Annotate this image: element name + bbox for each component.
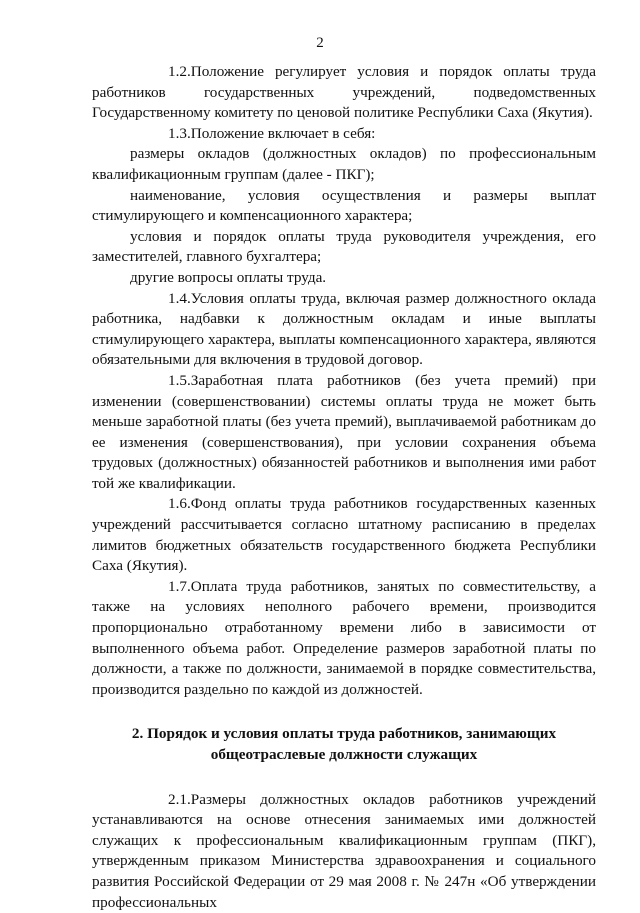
section-2-heading-line-1: 2. Порядок и условия оплаты труда работников, занимающих — [131, 725, 557, 743]
list-item: наименование, условия осуществления и размеры выплат стимулирующего и компенсационного характера; — [92, 186, 596, 225]
paragraph-text: Оплата труда работников, занятых по совместительству, а также на условиях неполного рабочего времени, производится пропорционально отработанному времени либо в зависимости от выполненного объема работ. Определение размеров заработной платы по должности, а также по должности, занимаемой в порядке совместительства, производится раздельно по каждой из должностей. — [92, 577, 596, 698]
paragraph-text: Условия оплаты труда, включая размер должностного оклада работника, надбавки к должностным окладам и иные выплаты стимулирующего характера, выплаты компенсационного характера, являются обязательными для включения в трудовой договор. — [92, 289, 596, 369]
paragraph-text: Заработная плата работников (без учета премий) при изменении (совершенствовании) системы оплаты труда не может быть меньше заработной платы (без учета премий), выплачиваемой работникам до ее изменения (совершенствования), при условии сохранения объема трудовых (должностных) обязанностей работников и выполнения ими работ той же квалификации. — [92, 371, 596, 492]
paragraph-number: 2.1. — [168, 790, 191, 808]
list-item: размеры окладов (должностных окладов) по профессиональным квалификационным группам (далее - ПКГ); — [92, 145, 596, 183]
page-number: 2 — [316, 35, 324, 51]
paragraph-1-5 — [92, 371, 596, 495]
paragraph-text: Размеры должностных окладов работников учреждений устанавливаются на основе отнесения занимаемых ими должностей служащих к профессиональным квалификационным группам (ПКГ), утвержденным приказом Министерства здравоохранения и социального развития Российской Федерации от 29 мая 2008 г. № 247н «Об утверждении профессиональных — [92, 790, 596, 911]
list-item: другие вопросы оплаты труда. — [130, 268, 327, 286]
paragraph-number: 1.2. — [168, 63, 191, 80]
document-body — [92, 62, 596, 913]
paragraph-1-3 — [92, 124, 596, 145]
paragraph-1-7 — [92, 577, 596, 701]
paragraph-1-4 — [92, 289, 596, 371]
list-item: условия и порядок оплаты труда руководителя учреждения, его заместителей, главного бухгалтера; — [92, 227, 596, 266]
section-2-heading-line-2: общеотраслевые должности служащих — [210, 746, 478, 763]
paragraph-text: Положение регулирует условия и порядок оплаты труда работников государственных учреждений, подведомственных Государственному комитету по ценовой политике Республики Саха (Якутия). — [92, 63, 596, 122]
paragraph-number: 1.6. — [168, 495, 191, 513]
paragraph-number: 1.3. — [168, 124, 191, 142]
paragraph-number: 1.5. — [168, 371, 191, 389]
paragraph-number: 1.4. — [168, 289, 191, 307]
paragraph-1-2 — [92, 62, 596, 124]
paragraph-1-6 — [92, 494, 596, 576]
section-2-heading — [92, 724, 596, 765]
paragraph-number: 1.7. — [168, 577, 191, 595]
paragraph-text: Положение включает в себя: — [190, 124, 376, 142]
paragraph-text: Фонд оплаты труда работников государственных казенных учреждений рассчитывается согласно штатному расписанию в пределах лимитов бюджетных обязательств государственного бюджета Республики Саха (Якутия). — [92, 495, 596, 575]
paragraph-2-1 — [92, 790, 596, 913]
